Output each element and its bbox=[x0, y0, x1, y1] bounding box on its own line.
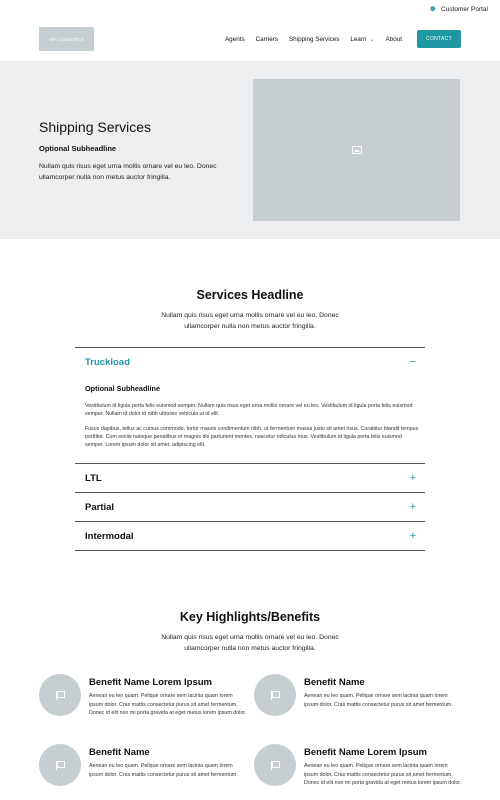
hero-image-placeholder bbox=[253, 79, 460, 221]
benefit-item bbox=[254, 747, 462, 788]
benefit-name: Benefit Name bbox=[304, 677, 365, 688]
benefit-item bbox=[39, 747, 244, 786]
accordion-label: Intermodal bbox=[85, 530, 134, 542]
expand-icon[interactable]: + bbox=[409, 501, 416, 513]
nav-item-carriers[interactable] bbox=[256, 36, 278, 43]
logo-text: SPI LOGISTICS bbox=[48, 36, 85, 42]
benefit-item bbox=[254, 677, 459, 716]
services-subtitle: Nullam quis risus eget urna mollis ornare vel eu leo. Donec ullamcorper nulla non metus auctor fringilla. bbox=[161, 312, 339, 330]
accordion-label: Partial bbox=[85, 501, 115, 513]
collapse-icon[interactable]: − bbox=[409, 356, 416, 368]
nav-label: Carriers bbox=[255, 35, 278, 43]
accordion-header-ltl[interactable] bbox=[75, 464, 425, 492]
nav-item-about[interactable] bbox=[386, 36, 402, 43]
nav-label: Shipping Services bbox=[288, 35, 340, 43]
user-icon: ☻ bbox=[428, 4, 438, 13]
page-title: Shipping Services bbox=[39, 119, 152, 135]
hero-body: Nullam quis risus eget urna mollis ornare vel eu leo. Donec ullamcorper nulla non metus auctor fringilla. bbox=[39, 163, 217, 181]
accordion-item-truckload bbox=[75, 347, 425, 463]
services-accordion bbox=[75, 347, 425, 551]
utility-bar bbox=[0, 0, 500, 18]
hero-text bbox=[39, 119, 229, 183]
benefit-icon-circle bbox=[254, 674, 296, 716]
services-title: Services Headline bbox=[196, 288, 304, 302]
services-header bbox=[0, 288, 500, 332]
customer-portal-link[interactable] bbox=[429, 5, 488, 13]
accordion-paragraph: Vestibulum id ligula porta felis euismod semper. Nullam quis risus eget urna mollis ornare vel eu leo. Vestibulum id ligula porta felis euismod semper. Nullam id dolor id nibh ultricies vehicula ut id elit. bbox=[85, 403, 413, 417]
nav-item-shipping-services[interactable] bbox=[289, 36, 339, 43]
accordion-label: LTL bbox=[85, 472, 102, 484]
expand-icon[interactable]: + bbox=[409, 530, 416, 542]
accordion-header-partial[interactable] bbox=[75, 493, 425, 521]
benefit-name: Benefit Name bbox=[89, 747, 150, 758]
nav-item-agents[interactable] bbox=[225, 36, 245, 43]
benefit-item bbox=[39, 677, 247, 718]
expand-icon[interactable]: + bbox=[409, 472, 416, 484]
benefit-description: Aenean eu leo quam. Pellque ornare sem lacinia quam lorem ipsum dolor. Cras mattis consectetur purus sit amet fermentum. Donec id elit non mi porta gravida at eget metus lorem ipsum dolor. bbox=[89, 693, 247, 716]
benefits-header bbox=[0, 610, 500, 654]
main-nav bbox=[225, 30, 461, 48]
accordion-label: Truckload bbox=[85, 356, 130, 368]
benefit-description: Aenean eu leo quam. Pellque ornare sem lacinia quam lorem ipsum dolor. Cras mattis consectetur purus sit amet fermentum. Donec id elit non mi porta gravida at eget metus lorem ipsum dolor. bbox=[304, 763, 462, 786]
customer-portal-label: Customer Portal bbox=[441, 5, 488, 13]
accordion-header-intermodal[interactable] bbox=[75, 522, 425, 550]
benefits-subtitle: Nullam quis risus eget urna mollis ornare vel eu leo. Donec ullamcorper nulla non metus auctor fringilla. bbox=[161, 634, 339, 652]
logo[interactable] bbox=[39, 27, 94, 51]
site-header bbox=[0, 18, 500, 60]
flag-icon bbox=[56, 691, 64, 700]
contact-button[interactable] bbox=[417, 30, 461, 48]
hero-section bbox=[0, 61, 500, 239]
nav-item-learn[interactable] bbox=[350, 36, 374, 43]
image-icon bbox=[352, 146, 362, 154]
nav-label: Agents bbox=[224, 35, 245, 43]
nav-label: Learn bbox=[350, 35, 367, 43]
flag-icon bbox=[271, 691, 279, 700]
accordion-paragraph: Fusce dapibus, tellus ac cursus commodo, tortor mauris condimentum nibh, ut fermentum massa justo sit amet risus. Curabitur blandit tempus porttitor. Cum sociis natoque penatibus et magnis dis parturient montes, nascetur ridiculus mus. Vestibulum id ligula porta felis euismod semper. Lorem ipsum dolor sit amet, adipiscing elit. bbox=[85, 426, 419, 448]
accordion-item-intermodal bbox=[75, 521, 425, 551]
chevron-down-icon: ⌄ bbox=[369, 36, 375, 43]
benefit-icon-circle bbox=[39, 744, 81, 786]
benefit-name: Benefit Name Lorem Ipsum bbox=[89, 677, 212, 688]
nav-label: About bbox=[385, 35, 402, 43]
hero-subheadline: Optional Subheadline bbox=[39, 144, 117, 153]
benefit-icon-circle bbox=[39, 674, 81, 716]
accordion-item-ltl bbox=[75, 463, 425, 492]
benefits-title: Key Highlights/Benefits bbox=[179, 610, 321, 624]
accordion-body-truckload bbox=[75, 376, 425, 463]
benefit-description: Aenean eu leo quam. Pellque ornare sem lacinia quam lorem ipsum dolor. Cras mattis consectetur purus sit amet fermentum. bbox=[304, 693, 453, 708]
accordion-header-truckload[interactable] bbox=[75, 348, 425, 376]
benefit-description: Aenean eu leo quam. Pellque ornare sem lacinia quam lorem ipsum dolor. Cras mattis consectetur purus sit amet fermentum. bbox=[89, 763, 238, 778]
flag-icon bbox=[56, 761, 64, 770]
accordion-item-partial bbox=[75, 492, 425, 521]
flag-icon bbox=[271, 761, 279, 770]
accordion-subheadline: Optional Subheadline bbox=[85, 384, 160, 393]
contact-button-label: CONTACT bbox=[426, 36, 452, 42]
benefit-icon-circle bbox=[254, 744, 296, 786]
benefit-name: Benefit Name Lorem Ipsum bbox=[304, 747, 427, 758]
